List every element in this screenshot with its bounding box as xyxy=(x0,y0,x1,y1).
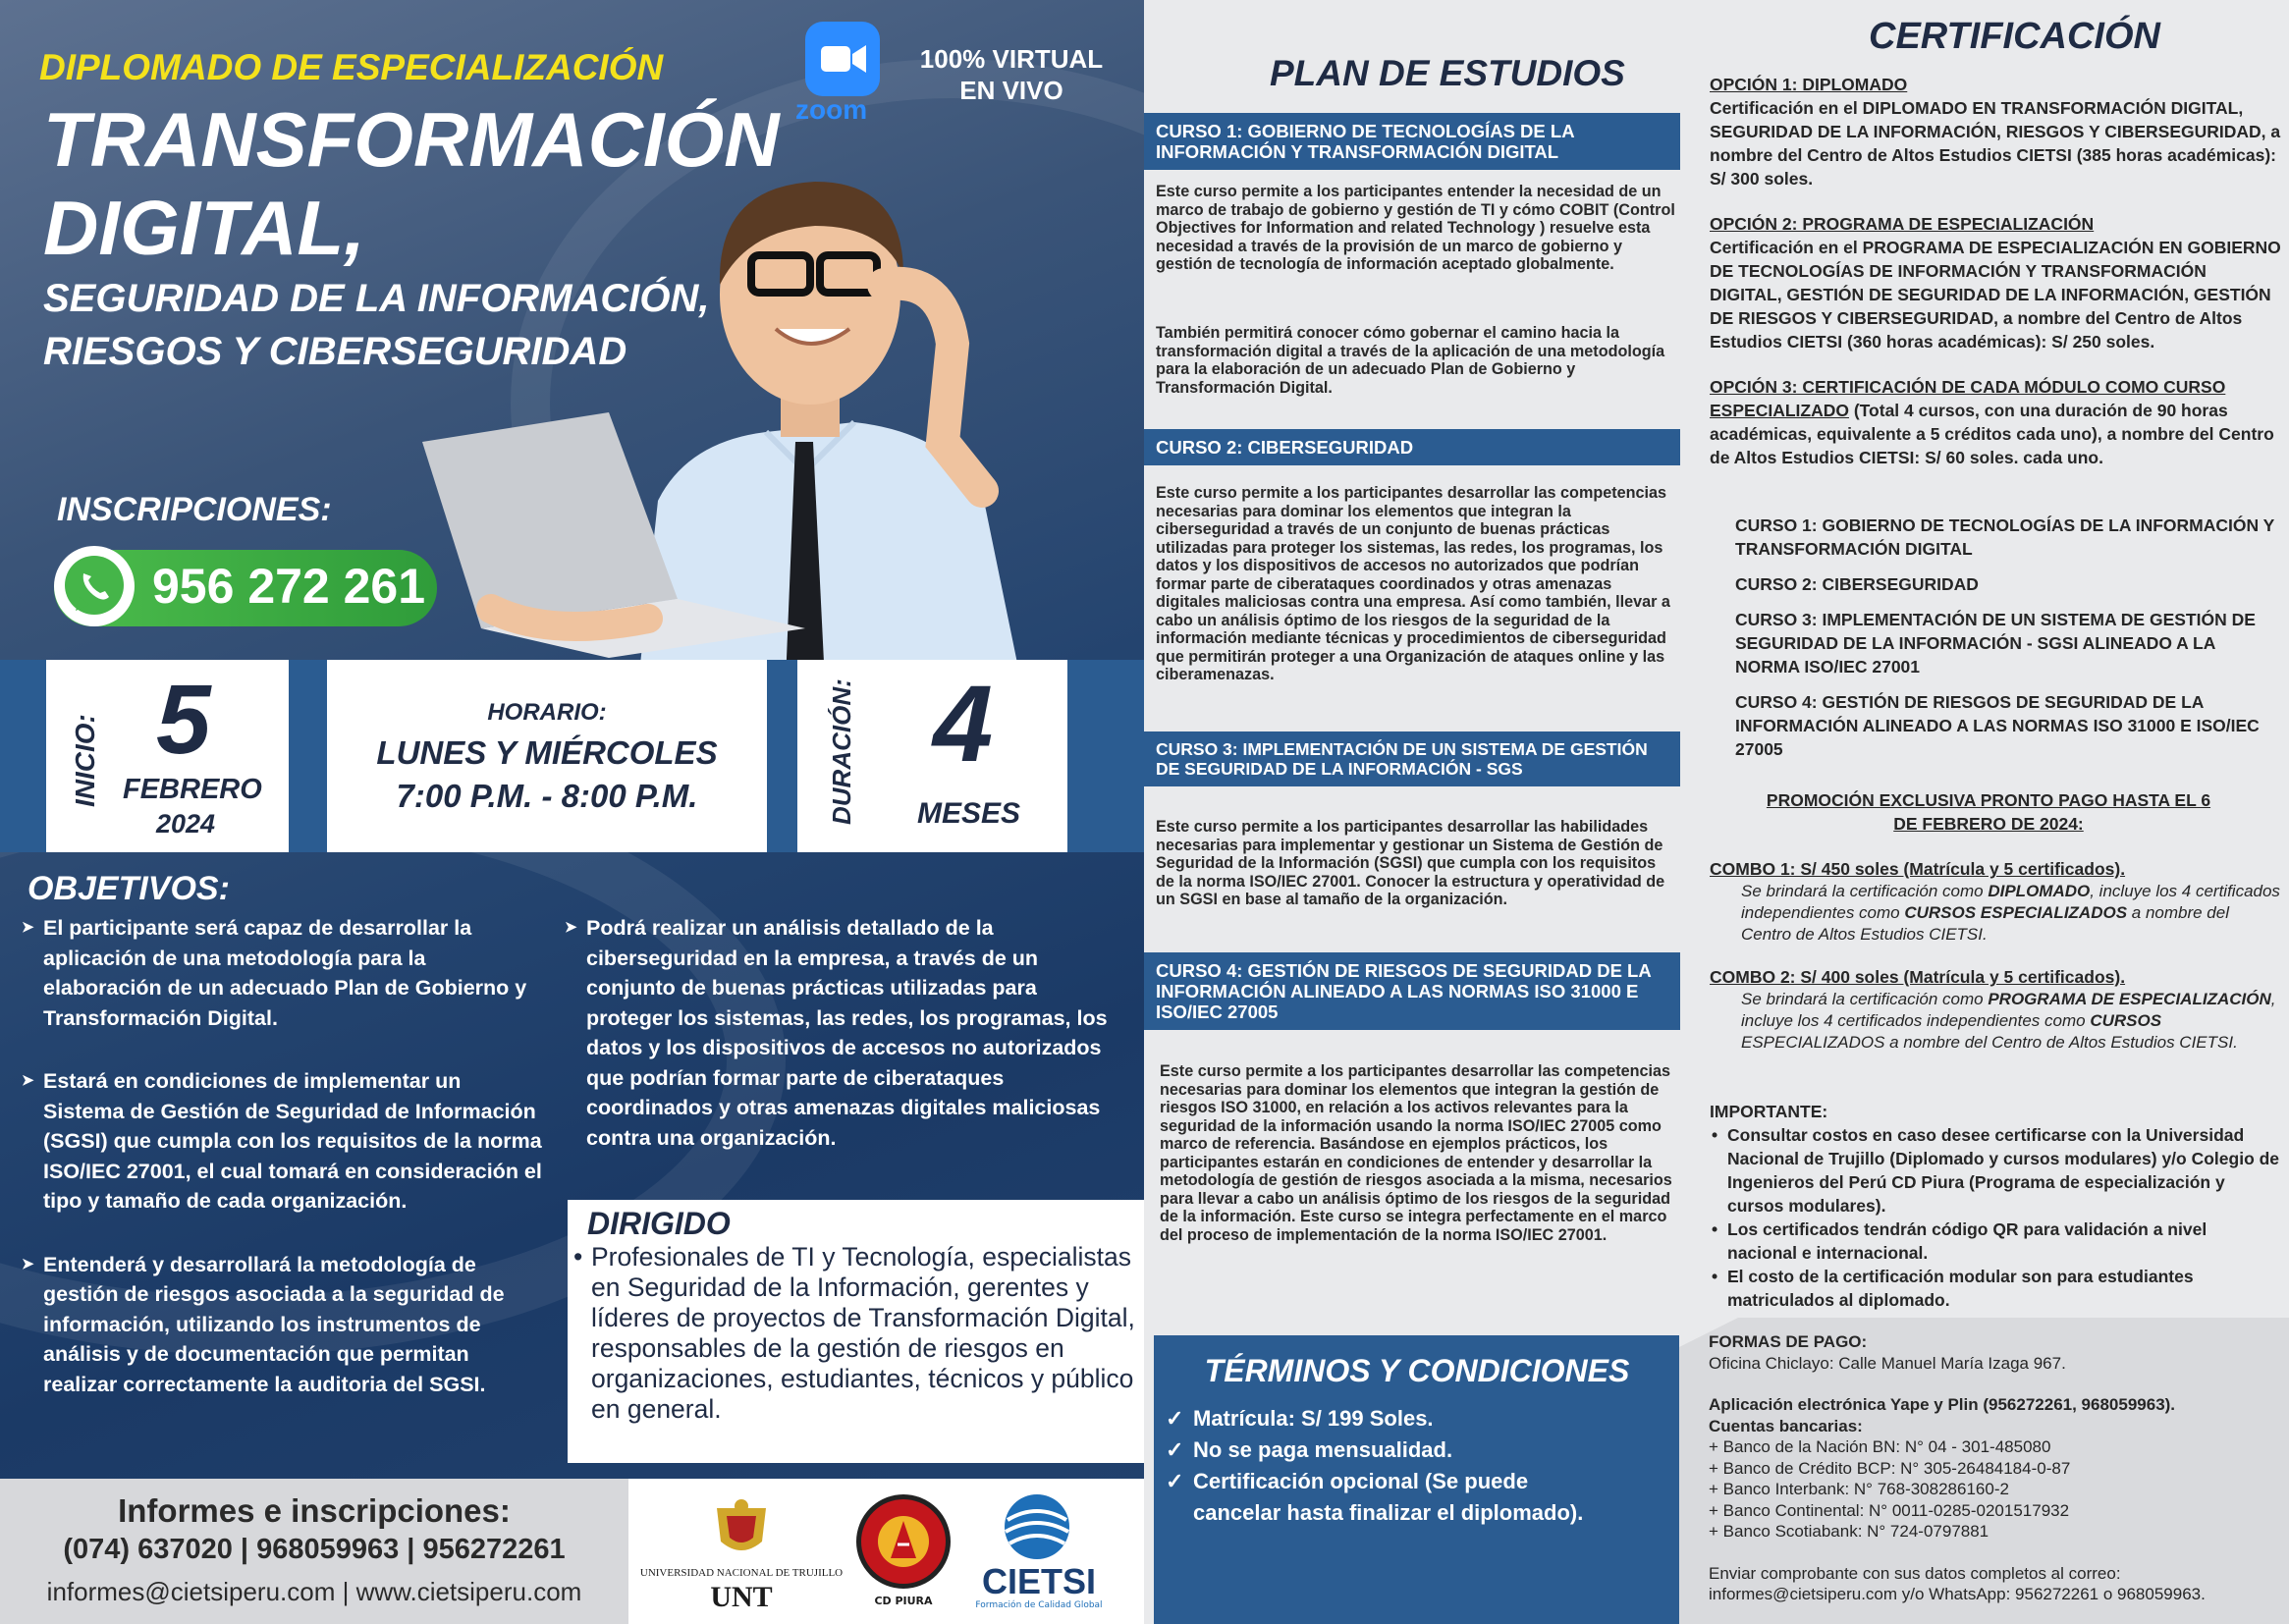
terminos-item-text: Certificación opcional (Se puede cancelar hasta finalizar el diplomado). xyxy=(1193,1469,1584,1525)
contact-title: Informes e inscripciones: xyxy=(118,1492,511,1529)
logos-strip xyxy=(628,1479,1144,1624)
op1-text: Certificación en el DIPLOMADO EN TRANSFORMACIÓN DIGITAL, SEGURIDAD DE LA INFORMACIÓN, RIESGOS Y CIBERSEGURIDAD, a nombre del Centro de Altos Estudios CIETSI (385 horas académicas): S/ 300 soles. xyxy=(1710,98,2281,189)
promo-heading: PROMOCIÓN EXCLUSIVA PRONTO PAGO HASTA EL 6 DE FEBRERO DE 2024: xyxy=(1766,790,2211,834)
module-item: CURSO 3: IMPLEMENTACIÓN DE UN SISTEMA DE GESTIÓN DE SEGURIDAD DE LA INFORMACIÓN - SGSI ALINEADO A LA NORMA ISO/IEC 27001 xyxy=(1735,610,2256,677)
bullet-icon: • xyxy=(573,1242,583,1272)
terminos-item xyxy=(1166,1466,1617,1529)
importante-item xyxy=(1710,1265,2281,1312)
zoom-icon xyxy=(805,22,880,96)
importante-text: El costo de la certificación modular son para estudiantes matriculados al diplomado. xyxy=(1727,1267,2194,1310)
objetivos-title: OBJETIVOS: xyxy=(27,870,230,907)
combo-1-heading: COMBO 1: S/ 450 soles (Matrícula y 5 certificados). xyxy=(1710,859,2126,879)
dirigido-text: Profesionales de TI y Tecnología, especialistas en Seguridad de la Información, gerentes y líderes de proyectos de Transformación Digital, responsables de la gestión de riesgos en organizaciones, estudiantes, técnicos y público en general. xyxy=(591,1242,1135,1424)
virtual-line-2: EN VIVO xyxy=(959,76,1063,105)
bank-account: + Banco Interbank: N° 768-308286160-2 xyxy=(1709,1480,2009,1498)
pago-enviar: Enviar comprobante con sus datos completos al correo: informes@cietsiperu.com y/o WhatsApp: 956272261 o 968059963. xyxy=(1709,1563,2206,1603)
pago-app: Aplicación electrónica Yape y Plin (956272261, 968059963). xyxy=(1709,1395,2176,1414)
virtual-badge xyxy=(913,43,1110,106)
op2-heading: OPCIÓN 2: PROGRAMA DE ESPECIALIZACIÓN xyxy=(1710,214,2095,234)
whatsapp-phone: 956 272 261 xyxy=(152,559,426,614)
combo-1-text xyxy=(1710,881,2281,946)
terminos-title: TÉRMINOS Y CONDICIONES xyxy=(1204,1353,1630,1388)
op3-block xyxy=(1710,375,2281,469)
cietsi-globe-icon xyxy=(1000,1492,1074,1561)
horario-days: LUNES Y MIÉRCOLES xyxy=(376,734,718,771)
plan-title: PLAN DE ESTUDIOS xyxy=(1270,53,1625,93)
bullet-icon: • xyxy=(1712,1267,1718,1286)
subtitle-line-1: SEGURIDAD DE LA INFORMACIÓN, xyxy=(43,277,710,320)
objetivos-list-right xyxy=(565,913,1115,1186)
curso-1-text-2: También permitirá conocer cómo gobernar el camino hacia la transformación digital a través de la aplicación de una metodología para la elaboración de un adecuado Plan de Gobierno y Transformación Digital. xyxy=(1156,324,1665,397)
curso-4-header: CURSO 4: GESTIÓN DE RIESGOS DE SEGURIDAD DE LA INFORMACIÓN ALINEADO A LAS NORMAS ISO 31000 E ISO/IEC 27005 xyxy=(1144,952,1680,1030)
check-icon: ✓ xyxy=(1166,1469,1184,1493)
dirigido-title: DIRIGIDO xyxy=(587,1206,731,1241)
cietsi-sub: Formación de Calidad Global xyxy=(975,1600,1103,1610)
importante-item xyxy=(1710,1123,2281,1218)
inicio-label: INICIO: xyxy=(70,714,100,807)
terminos-item-text: No se paga mensualidad. xyxy=(1193,1437,1453,1462)
pago-title: FORMAS DE PAGO: xyxy=(1709,1332,1868,1351)
terminos-item xyxy=(1166,1435,1680,1466)
combo-text-part: Se brindará la certificación como xyxy=(1741,990,1989,1008)
importante-text: Los certificados tendrán código QR para validación a nivel nacional e internacional. xyxy=(1727,1219,2207,1263)
combo-text-bold: CURSOS ESPECIALIZADOS xyxy=(1904,903,2128,922)
module-item: CURSO 4: GESTIÓN DE RIESGOS DE SEGURIDAD DE LA INFORMACIÓN ALINEADO A LAS NORMAS ISO 31000 E ISO/IEC 27005 xyxy=(1735,692,2260,759)
man-with-laptop-illustration xyxy=(393,147,1139,682)
unt-abbr: UNT xyxy=(710,1581,773,1613)
subtitle-line-2: RIESGOS Y CIBERSEGURIDAD xyxy=(43,330,627,373)
pago-oficina: Oficina Chiclayo: Calle Manuel María Izaga 967. xyxy=(1709,1353,2066,1373)
inicio-month: FEBRERO xyxy=(123,774,262,805)
curso-2-text: Este curso permite a los participantes desarrollar las competencias necesarias para dominar los elementos que integran la ciberseguridad a través de un conjunto de buenas prácticas utilizadas para proteger los sistemas, las redes, los programas, los datos y los dispositivos de accesos no autorizados que podrían formar parte de ciberataques coordinados y otras amenazas digitales maliciosas contra una empresa. Así como también, llevar a cabo un análisis óptimo de los riesgos de la seguridad de la información mediante técnicas y procedimientos de ciberseguridad que permitirán proteger a una Organización de ataques online y las ciberamenazas. xyxy=(1156,484,1670,683)
duracion-box xyxy=(797,660,1067,852)
dirigido-box xyxy=(568,1200,1144,1463)
check-icon: ✓ xyxy=(1166,1406,1184,1431)
curso-2-header: CURSO 2: CIBERSEGURIDAD xyxy=(1144,429,1680,465)
title-line-1: TRANSFORMACIÓN xyxy=(43,96,780,183)
unt-crest-icon xyxy=(707,1498,776,1561)
objetivo-item: ➤ Estará en condiciones de implementar un Sistema de Gestión de Seguridad de Información (SGSI) que cumpla con los requisitos de la norma ISO/IEC 27001, el cual tomará en consideración el tipo y tamaño de cada organización. xyxy=(22,1066,547,1217)
combo-text-bold: CURSOS xyxy=(2090,1011,2162,1030)
inscripciones-label: INSCRIPCIONES: xyxy=(57,491,332,528)
contact-phones: (074) 637020 | 968059963 | 956272261 xyxy=(63,1534,566,1565)
op1-heading: OPCIÓN 1: DIPLOMADO xyxy=(1710,75,1908,94)
curso-3-header: CURSO 3: IMPLEMENTACIÓN DE UN SISTEMA DE GESTIÓN DE SEGURIDAD DE LA INFORMACIÓN - SGS xyxy=(1144,731,1680,786)
check-icon: ✓ xyxy=(1166,1437,1184,1462)
module-list xyxy=(1735,514,2281,761)
curso-1-text: Este curso permite a los participantes entender la necesidad de un marco de trabajo de gobierno y gestión de TI y cómo COBIT (Control Objectives for Information and related Technology ) resuelve esta necesidad a través de la provisión de un marco de gobierno y gestión de tecnología de información aceptado globalmente. xyxy=(1156,183,1675,273)
bank-account: + Banco de Crédito BCP: N° 305-26484184-0-87 xyxy=(1709,1458,2071,1478)
importante-text: Consultar costos en caso desee certificarse con la Universidad Nacional de Trujillo (Diplomado y cursos modulares) y/o Colegio de Ingenieros del Perú CD Piura (Programa de especialización y cursos modulares). xyxy=(1727,1125,2280,1216)
objetivo-item: ➤ Entenderá y desarrollará la metodología de gestión de riesgos asociada a la seguridad de información, utilizando los instrumentos de análisis y de documentación que permitan realizar correctamente la auditoria del SGSI. xyxy=(22,1250,547,1400)
duracion-unit: MESES xyxy=(917,797,1021,830)
duracion-label: DURACIÓN: xyxy=(827,678,856,825)
combo-text-part: ESPECIALIZADOS a nombre del Centro de Altos Estudios CIETSI. xyxy=(1741,1033,2238,1052)
whatsapp-phone-pill[interactable] xyxy=(54,550,437,626)
op2-text: Certificación en el PROGRAMA DE ESPECIALIZACIÓN EN GOBIERNO DE TECNOLOGÍAS DE INFORMACIÓN Y TRANSFORMACIÓN DIGITAL, GESTIÓN DE SEGURIDAD DE LA INFORMACIÓN, GESTIÓN DE RIESGOS Y CIBERSEGURIDAD, a nombre del Centro de Altos Estudios CIETSI (360 horas académicas): S/ 250 soles. xyxy=(1710,238,2281,352)
horario-time: 7:00 P.M. - 8:00 P.M. xyxy=(396,778,698,814)
horario-box xyxy=(327,660,767,852)
module-item: CURSO 1: GOBIERNO DE TECNOLOGÍAS DE LA INFORMACIÓN Y TRANSFORMACIÓN DIGITAL xyxy=(1735,515,2275,559)
combo-text-part: a nombre del Centro de Altos Estudios CIETSI. xyxy=(1741,903,2229,944)
inicio-day: 5 xyxy=(156,665,211,775)
whatsapp-icon xyxy=(54,546,135,626)
zoom-label: zoom xyxy=(795,94,868,125)
op3-text: (Total 4 cursos, con una duración de 90 horas académicas, equivalente a 5 créditos cada uno), a nombre del Centro de Altos Estudios CIETSI: S/ 60 soles. cada uno. xyxy=(1710,401,2274,467)
plan-column xyxy=(1144,0,1694,1624)
horario-label: HORARIO: xyxy=(487,699,607,726)
terminos-box xyxy=(1154,1335,1680,1624)
cip-seal-icon xyxy=(856,1494,951,1589)
bank-account: + Banco Continental: N° 0011-0285-0201517932 xyxy=(1709,1500,2070,1520)
cd-piura-label: CD PIURA xyxy=(874,1595,933,1607)
curso-1-header: CURSO 1: GOBIERNO DE TECNOLOGÍAS DE LA INFORMACIÓN Y TRANSFORMACIÓN DIGITAL xyxy=(1144,113,1680,170)
curso-3-text: Este curso permite a los participantes desarrollar las habilidades necesarias para implementar y gestionar un Sistema de Gestión de Seguridad de la Información (SGSI) que cumpla con los requisitos de la norma ISO/IEC 27001. Conocer la estructura y operatividad de un SGSI en base al tamaño de la organización. xyxy=(1156,818,1665,908)
cert-title: CERTIFICACIÓN xyxy=(1869,16,2160,57)
combo-text-bold: DIPLOMADO xyxy=(1988,882,2091,900)
title-line-2: DIGITAL, xyxy=(43,185,365,271)
combo-2-heading: COMBO 2: S/ 400 soles (Matrícula y 5 certificados). xyxy=(1710,967,2126,987)
pago-cuentas-heading: Cuentas bancarias: xyxy=(1709,1416,1863,1435)
combo-text-part: , incluye los 4 certificados independientes como xyxy=(1741,882,2280,922)
inicio-year: 2024 xyxy=(156,809,216,839)
combos xyxy=(1710,857,2281,1054)
program-tag: DIPLOMADO DE ESPECIALIZACIÓN xyxy=(39,47,664,87)
combo-text-part: Se brindará la certificación como xyxy=(1741,882,1989,900)
cert-options xyxy=(1710,73,2281,469)
terminos-item xyxy=(1166,1403,1680,1435)
left-panel xyxy=(0,0,1144,1624)
objetivos-list-left xyxy=(22,913,547,1433)
terminos-item-text: Matrícula: S/ 199 Soles. xyxy=(1193,1406,1434,1431)
bullet-icon: • xyxy=(1712,1125,1718,1145)
bullet-icon: • xyxy=(1712,1219,1718,1239)
bank-account: + Banco Scotiabank: N° 724-0797881 xyxy=(1709,1522,1989,1541)
inicio-box xyxy=(46,660,289,852)
contact-web[interactable]: informes@cietsiperu.com | www.cietsiperu.com xyxy=(46,1577,582,1606)
combo-text-bold: PROGRAMA DE ESPECIALIZACIÓN xyxy=(1988,990,2271,1008)
virtual-line-1: 100% VIRTUAL xyxy=(919,44,1104,74)
duracion-number: 4 xyxy=(933,664,994,785)
pago-content xyxy=(1709,1331,2283,1605)
pago-panel xyxy=(1679,1318,2289,1624)
contact-footer xyxy=(0,1479,628,1624)
dirigido-text-wrap xyxy=(568,1242,1144,1425)
combo-text-part: , incluye los 4 certificados independientes como xyxy=(1741,990,2276,1030)
curso-4-text: Este curso permite a los participantes desarrollar las competencias necesarias para dominar los elementos que integran la gestión de riesgos ISO 31000, en relación a los activos relevantes para la seguridad de la información usando la norma ISO/IEC 27005 como marco de referencia. Basándose en ejemplos prácticos, los participantes estarán en condiciones de entender y desarrollar la metodología de gestión de riesgos asociada a la misma, necesarios para llevar a cabo un análisis óptimo de los riesgos de la seguridad de la información. Este curso se integra perfectamente en el marco del proceso de implementación de la norma ISO/IEC 27001. xyxy=(1160,1062,1672,1244)
combo-2-text xyxy=(1710,989,2281,1054)
terminos-list xyxy=(1154,1389,1680,1529)
bank-account: + Banco de la Nación BN: N° 04 - 301-485080 xyxy=(1709,1437,2051,1456)
module-item: CURSO 2: CIBERSEGURIDAD xyxy=(1735,574,1979,594)
unt-name: UNIVERSIDAD NACIONAL DE TRUJILLO xyxy=(639,1567,844,1579)
importante-block xyxy=(1710,1100,2281,1312)
objetivo-item: ➤ Podrá realizar un análisis detallado de la ciberseguridad en la empresa, a través de un conjunto de buenas prácticas utilizadas para proteger los sistemas, las redes, los programas, los datos y los dispositivos de accesos no autorizados que podrían formar parte de ciberataques coordinados y otras amenazas digitales maliciosas contra una organización. xyxy=(565,913,1115,1153)
op3-heading: OPCIÓN 3: CERTIFICACIÓN DE CADA MÓDULO COMO CURSO ESPECIALIZADO xyxy=(1710,377,2226,420)
cietsi-name: CIETSI xyxy=(981,1561,1096,1601)
objetivo-item: ➤ El participante será capaz de desarrollar la aplicación de una metodología para la elaboración de un adecuado Plan de Gobierno y Transformación Digital. xyxy=(22,913,547,1033)
importante-heading: IMPORTANTE: xyxy=(1710,1102,1828,1121)
importante-item xyxy=(1710,1218,2281,1265)
